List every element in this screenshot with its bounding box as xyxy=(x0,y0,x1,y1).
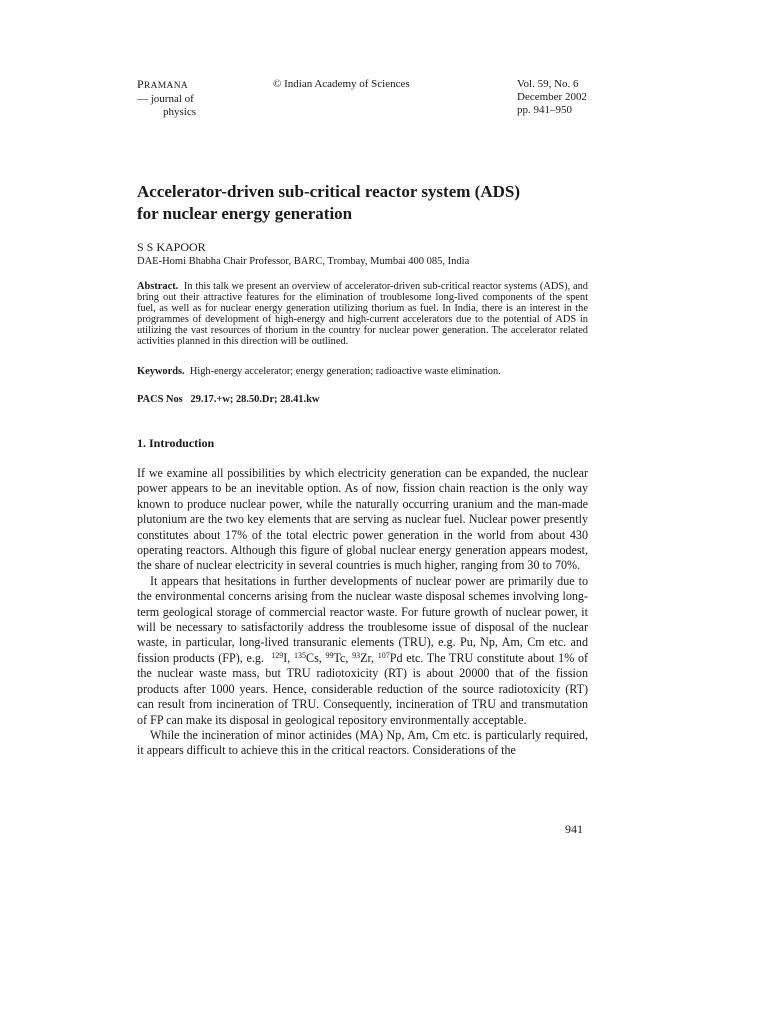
journal-subtitle-line1: — journal of xyxy=(137,93,194,105)
journal-subtitle-line2: physics xyxy=(163,106,196,118)
abstract xyxy=(137,282,588,347)
title-line-1: Accelerator-driven sub-critical reactor system (ADS) xyxy=(137,182,520,201)
body-text xyxy=(137,466,588,759)
keywords-label: Keywords. xyxy=(137,366,185,377)
journal-name: PRAMANA xyxy=(137,77,189,91)
title-line-2: for nuclear energy generation xyxy=(137,204,353,223)
copyright-notice: © Indian Academy of Sciences xyxy=(273,78,410,90)
issue-info xyxy=(517,78,587,117)
page-range: pp. 941–950 xyxy=(517,104,572,116)
volume-number: Vol. 59, No. 6 xyxy=(517,78,579,90)
keywords-text: High-energy accelerator; energy generation; radioactive waste elimination. xyxy=(189,366,501,377)
paragraph-1: If we examine all possibilities by which electricity generation can be expanded, the nuclear power appears to be an inevitable option. As of now, fission chain reaction is the only way known to produce nuclear power, while the naturally occurring uranium and the man-made plutonium are the two key elements that are serving as nuclear fuel. Nuclear power presently constitutes about 17% of the total electric power generation in the world from about 430 operating reactors. Although this figure of global nuclear energy generation appears modest, the share of nuclear electricity in several countries is much higher, ranging from 30 to 70%. xyxy=(137,466,588,573)
paragraph-3: While the incineration of minor actinides (MA) Np, Am, Cm etc. is particularly required, it appears difficult to achieve this in the critical reactors. Considerations of the xyxy=(137,727,588,758)
abstract-text: In this talk we present an overview of accelerator-driven sub-critical reactor systems (ADS), and bring out their attractive features for the elimination of troublesome long-lived components of the spent fuel, as well as for nuclear energy generation utilizing thorium as fuel. In India, there is an interest in the programmes of development of high-energy and high-current accelerators due to the potential of ADS in utilizing the vast resources of thorium in the country for nuclear power generation. The accelerator related activities planned in this direction will be outlined. xyxy=(137,281,588,347)
keywords xyxy=(137,366,501,377)
page-number: 941 xyxy=(565,822,583,836)
pacs-label: PACS Nos xyxy=(137,394,183,405)
author-name: S S KAPOOR xyxy=(137,240,206,254)
pacs-numbers xyxy=(137,394,319,405)
paragraph-2: It appears that hesitations in further developments of nuclear power are primarily due to the environmental concerns arising from the nuclear waste disposal schemes involving long-term geological storage of commercial reactor waste. For future growth of nuclear power, it will be necessary to satisfactorily address the troublesome issue of disposal of the nuclear waste, in particular, long-lived transuranic elements (TRU), e.g. Pu, Np, Am, Cm etc. and fission products (FP), e.g. $^{129}$I, $^{135}$Cs, $^{99}$Tc, $^{93}$Zr, $^{107}$Pd etc. The TRU constitute about 1% of the nuclear waste mass, but TRU radiotoxicity (RT) is about 20000 that of the fission products after 1000 years. Hence, considerable reduction of the source radiotoxicity (RT) can result from incineration of TRU. Consequently, incineration of TRU and transmutation of FP can make its disposal in geological repository environmentally acceptable. xyxy=(137,573,589,727)
paper-title xyxy=(137,181,617,225)
issue-date: December 2002 xyxy=(517,91,587,103)
abstract-label: Abstract. xyxy=(137,281,179,292)
pacs-text: 29.17.+w; 28.50.Dr; 28.41.kw xyxy=(190,394,320,405)
author-affiliation: DAE-Homi Bhabha Chair Professor, BARC, Trombay, Mumbai 400 085, India xyxy=(137,256,470,267)
section-heading: 1. Introduction xyxy=(137,436,215,450)
journal-masthead xyxy=(137,78,196,119)
